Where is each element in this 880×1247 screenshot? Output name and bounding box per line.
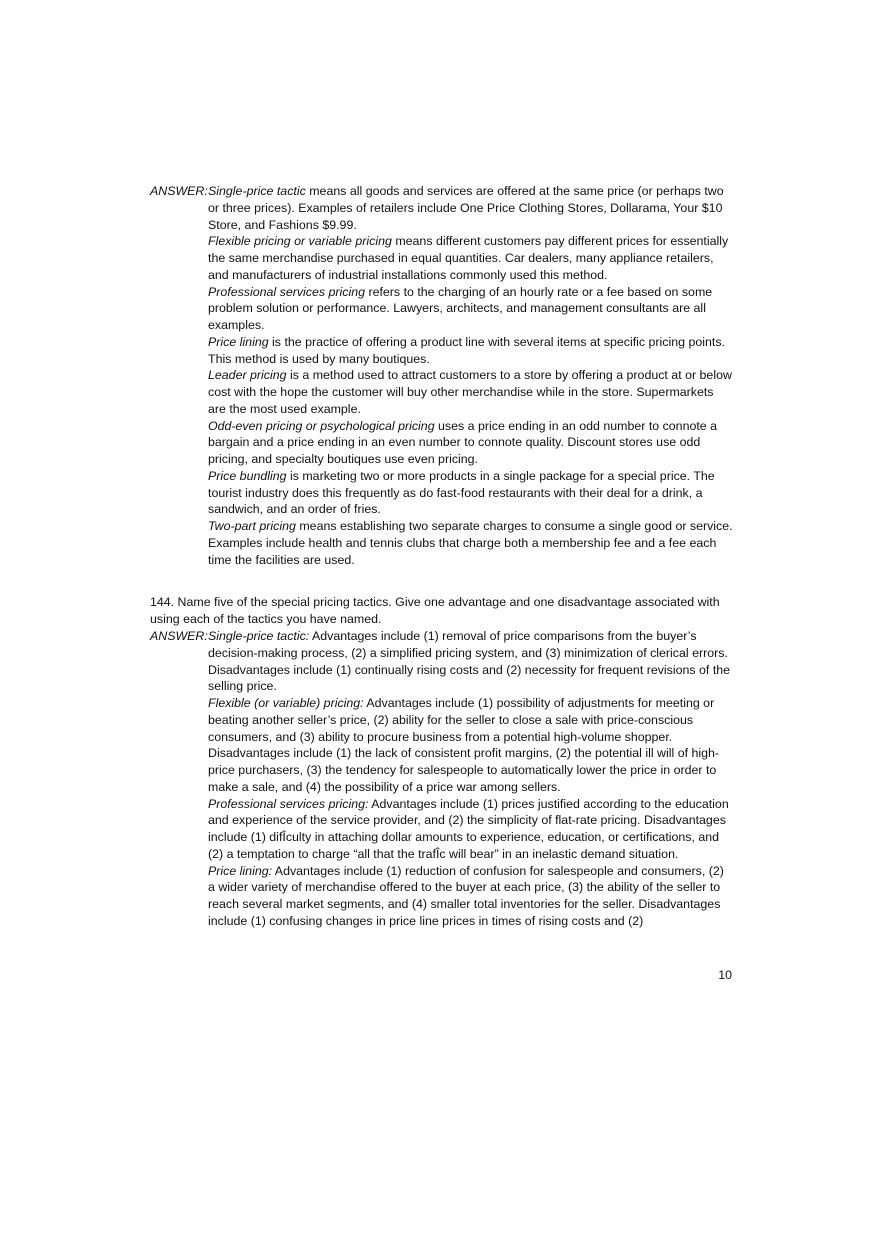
pricing-term: Two-part pricing <box>208 519 296 533</box>
pricing-description: is a method used to attract customers to a store by offering a product at or below cost with the hope the customer will buy other merchandise while in the store. Supermarkets are the most used example. <box>208 368 732 416</box>
pricing-description: Advantages include (1) prices justified according to the education and experience of the service provider, and (2) the simplicity of flat-rate pricing. Disadvantages include (1) difÎculty in attaching dollar amounts to experience, education, or certifications, and (2) a temptation to charge “all that the trafÎc will bear” in an inelastic demand situation. <box>208 796 729 861</box>
pricing-term: Professional services pricing: <box>208 796 369 811</box>
pricing-description: means different customers pay different prices for essentially the same merchandise purchased in equal quantities. Car dealers, many appliance retailers, and manufacturers of industrial installations commonly used this method. <box>208 234 729 282</box>
pricing-term: Professional services pricing <box>208 284 366 299</box>
answer-paragraph <box>208 468 734 518</box>
pricing-term: Price lining <box>208 334 269 349</box>
pricing-description: refers to the charging of an hourly rate or a fee based on some problem solution or performance. Lawyers, architects, and management consultants are all examples. <box>208 284 713 332</box>
pricing-term: Flexible (or variable) pricing: <box>208 696 364 710</box>
answer-paragraph <box>208 695 734 796</box>
pricing-term: Price lining: <box>208 863 273 878</box>
pricing-description: is the practice of offering a product line with several items at specific pricing points. This method is used by many boutiques. <box>208 334 725 366</box>
pricing-description: uses a price ending in an odd number to connote a bargain and a price ending in an even number to connote quality. Discount stores use odd pricing, and specialty boutiques use even pricing. <box>208 418 718 466</box>
answer-paragraph <box>208 628 734 695</box>
answer-label: ANSWER: <box>150 629 208 643</box>
pricing-term: Flexible pricing or variable pricing <box>208 234 392 249</box>
answer-block-1 <box>150 183 734 568</box>
question-144: 144. Name five of the special pricing tactics. Give one advantage and one disadvantage associated with using each of the tactics you have named. <box>150 595 720 626</box>
answer-paragraph <box>208 284 734 334</box>
pricing-term: Price bundling <box>208 468 287 483</box>
answer-paragraph <box>208 334 734 368</box>
pricing-description: means establishing two separate charges to consume a single good or service. Examples include health and tennis clubs that charge both a membership fee and a fee each time the facilities are used. <box>208 519 733 567</box>
answer-label: ANSWER: <box>150 184 208 198</box>
answer-paragraph <box>208 518 734 568</box>
answer-paragraph <box>208 367 734 417</box>
pricing-term: Odd-even pricing or psychological pricing <box>208 418 435 433</box>
pricing-description: Advantages include (1) reduction of confusion for salespeople and consumers, (2) a wider variety of merchandise offered to the buyer at each price, (3) the ability of the seller to reach several market segments, and (4) smaller total inventories for the seller. Disadvantages include (1) confusing changes in price line prices in times of rising costs and (2) <box>208 863 724 928</box>
answer-paragraph <box>208 796 734 863</box>
pricing-term: Single-price tactic <box>208 184 306 198</box>
pricing-term: Leader pricing <box>208 368 287 383</box>
answer-paragraph <box>208 863 734 930</box>
pricing-description: is marketing two or more products in a single package for a special price. The tourist industry does this frequently as do fast-food restaurants with their deal for a drink, a sandwich, and an order of fries. <box>208 468 715 517</box>
pricing-description: Advantages include (1) possibility of adjustments for meeting or beating another seller’s price, (2) ability for the seller to close a sale with price-conscious consumers, and (3) ability to procure business from a potential high-volume shopper. Disadvantages include (1) the lack of consistent profit margins, (2) the potential ill will of high-price purchasers, (3) the tendency for salespeople to automatically lower the price in order to make a sale, and (4) the possibility of a price war among sellers. <box>208 696 720 794</box>
answer-paragraph <box>208 233 734 283</box>
pricing-description: Advantages include (1) removal of price comparisons from the buyer’s decision-making process, (2) a simplified pricing system, and (3) minimization of clerical errors. Disadvantages include (1) continually rising costs and (2) necessity for frequent revisions of the selling price. <box>208 629 731 694</box>
answer-block-2 <box>150 628 734 930</box>
answer-paragraph <box>208 418 734 468</box>
pricing-term: Single-price tactic: <box>208 629 310 643</box>
page-number: 10 <box>718 968 732 982</box>
answer-paragraph <box>208 183 734 233</box>
pricing-description: means all goods and services are offered at the same price (or perhaps two or three prices). Examples of retailers include One Price Clothing Stores, Dollarama, Your $10 Store, and Fashions $9.99. <box>208 184 724 232</box>
